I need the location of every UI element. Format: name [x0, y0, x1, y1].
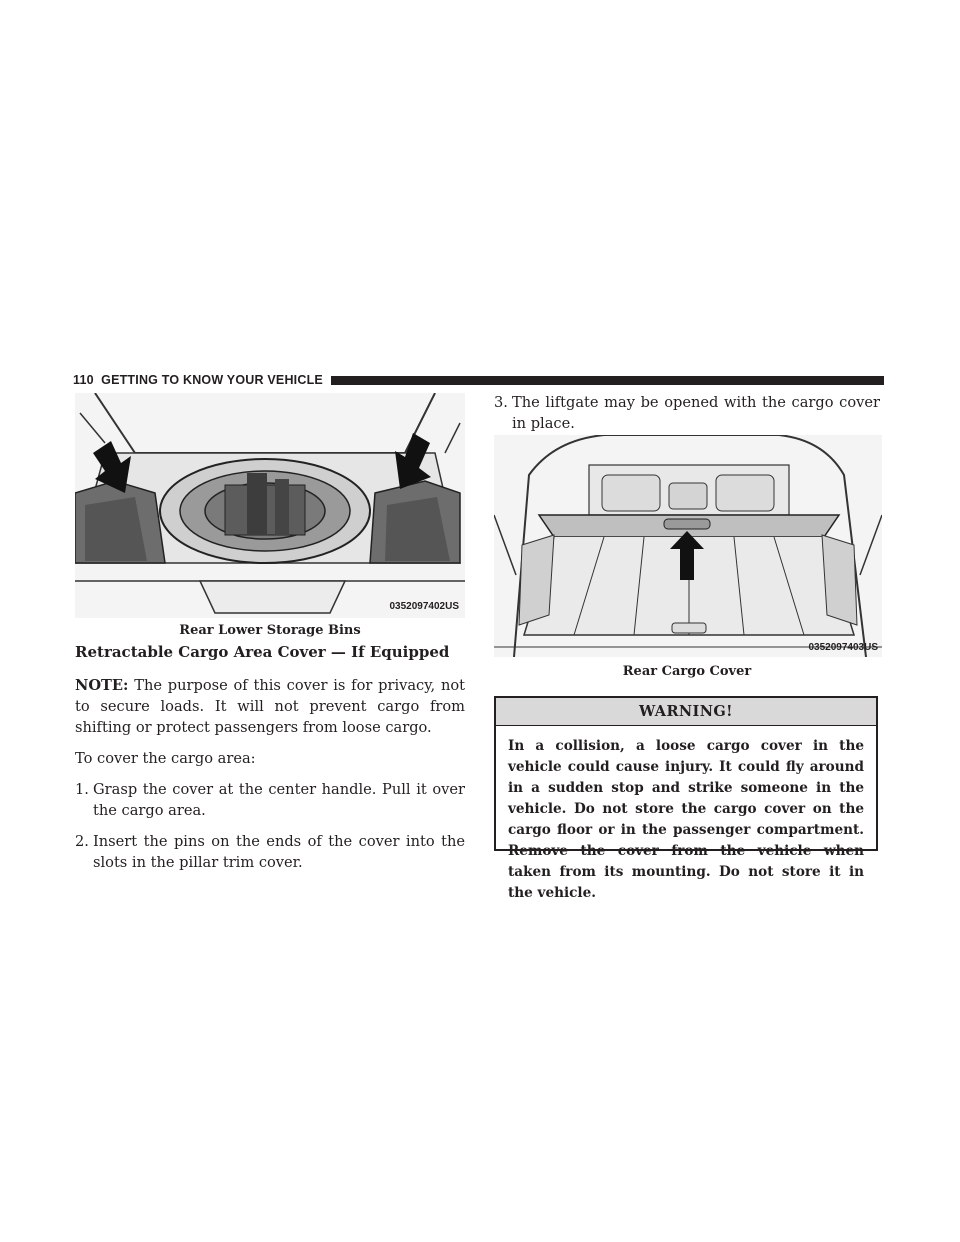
list-item — [75, 779, 465, 821]
figure-rear-lower-storage-bins — [75, 393, 465, 618]
page-number: 110 — [73, 373, 94, 387]
storage-bins-illustration — [75, 393, 465, 618]
intro-paragraph: To cover the cargo area: — [75, 750, 256, 767]
list-item-text: The liftgate may be opened with the cargo cover in place. — [512, 394, 880, 432]
warning-box — [494, 696, 878, 901]
note-label: NOTE: — [75, 677, 129, 694]
figure-rear-cargo-cover — [494, 435, 882, 657]
header-rule — [331, 376, 884, 385]
figure-caption-cargo-cover: Rear Cargo Cover — [622, 664, 752, 679]
list-item-number: 2. — [75, 833, 89, 850]
list-item — [75, 831, 465, 873]
section-heading: Retractable Cargo Area Cover — If Equipped — [75, 643, 450, 661]
note-paragraph — [75, 675, 465, 738]
warning-title: WARNING! — [496, 698, 876, 726]
figure-caption-storage-bins: Rear Lower Storage Bins — [179, 623, 361, 638]
list-item-text: Grasp the cover at the center handle. Pull it over the cargo area. — [93, 781, 465, 819]
page-header — [73, 371, 884, 389]
list-item-text: Insert the pins on the ends of the cover into the slots in the pillar trim cover. — [93, 833, 465, 871]
header-text — [73, 373, 323, 387]
cargo-cover-illustration — [494, 435, 882, 657]
figure-code: 0352097402US — [389, 601, 459, 612]
note-text: The purpose of this cover is for privacy, not to secure loads. It will not prevent cargo from shifting or protect passengers from loose cargo. — [75, 677, 465, 736]
figure-code: 0352097403US — [808, 642, 878, 653]
warning-text: In a collision, a loose cargo cover in the vehicle could cause injury. It could fly around in a sudden stop and strike someone in the vehicle. Do not store the cargo cover on the cargo floor or in the passenger compartment. Remove the cover from the vehicle when taken from its mounting. Do not store it in the vehicle. — [508, 738, 864, 901]
section-title: GETTING TO KNOW YOUR VEHICLE — [101, 373, 323, 387]
list-item — [494, 392, 880, 434]
left-column — [75, 642, 465, 883]
list-item-number: 1. — [75, 781, 89, 798]
list-item-number: 3. — [494, 394, 508, 411]
